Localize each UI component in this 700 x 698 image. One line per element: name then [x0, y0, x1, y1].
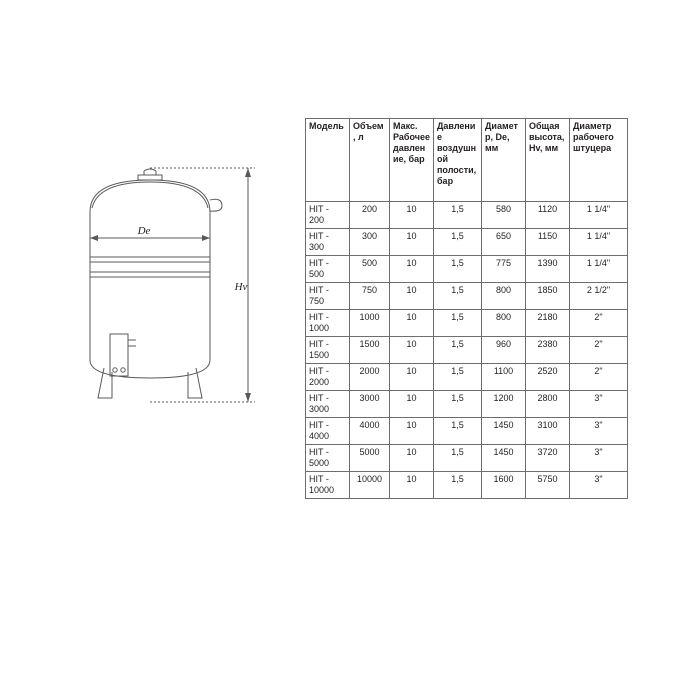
cell-air-pressure: 1,5 — [434, 445, 482, 472]
cell-volume: 300 — [350, 229, 390, 256]
cell-model: HIT - 1500 — [306, 337, 350, 364]
cell-model: HIT - 500 — [306, 256, 350, 283]
cell-max-pressure: 10 — [390, 202, 434, 229]
vessel-technical-drawing — [70, 150, 280, 440]
cell-air-pressure: 1,5 — [434, 364, 482, 391]
column-header-connection: Диаметр рабочего штуцера — [570, 119, 628, 202]
cell-max-pressure: 10 — [390, 418, 434, 445]
column-header-volume: Объем, л — [350, 119, 390, 202]
top-flange-icon — [138, 175, 162, 180]
cell-diameter: 800 — [482, 283, 526, 310]
vessel-bottom-dome — [90, 360, 210, 378]
table-row — [306, 310, 628, 337]
vessel-top-dome — [90, 180, 210, 212]
cell-model: HIT - 750 — [306, 283, 350, 310]
cell-diameter: 650 — [482, 229, 526, 256]
cell-height: 2180 — [526, 310, 570, 337]
cell-max-pressure: 10 — [390, 445, 434, 472]
cell-model: HIT - 200 — [306, 202, 350, 229]
cell-volume: 200 — [350, 202, 390, 229]
cell-max-pressure: 10 — [390, 472, 434, 499]
table-row — [306, 418, 628, 445]
table-row — [306, 229, 628, 256]
cell-model: HIT - 2000 — [306, 364, 350, 391]
table-header-row — [306, 119, 628, 202]
cell-height: 3720 — [526, 445, 570, 472]
cell-diameter: 775 — [482, 256, 526, 283]
cell-model: HIT - 10000 — [306, 472, 350, 499]
cell-volume: 5000 — [350, 445, 390, 472]
column-header-diameter: Диаметр, De, мм — [482, 119, 526, 202]
cell-height: 1390 — [526, 256, 570, 283]
vessel-drawing-svg — [70, 150, 280, 440]
cell-diameter: 1200 — [482, 391, 526, 418]
table-row — [306, 337, 628, 364]
cell-volume: 750 — [350, 283, 390, 310]
cell-air-pressure: 1,5 — [434, 256, 482, 283]
table-row — [306, 391, 628, 418]
cell-volume: 500 — [350, 256, 390, 283]
cell-diameter: 1100 — [482, 364, 526, 391]
cell-max-pressure: 10 — [390, 256, 434, 283]
table-row — [306, 472, 628, 499]
cell-diameter: 1450 — [482, 445, 526, 472]
cell-air-pressure: 1,5 — [434, 202, 482, 229]
cell-max-pressure: 10 — [390, 391, 434, 418]
cell-connection: 3" — [570, 472, 628, 499]
cell-connection: 3" — [570, 445, 628, 472]
cell-max-pressure: 10 — [390, 310, 434, 337]
vessel-leg-right — [188, 368, 202, 398]
cell-connection: 1 1/4" — [570, 256, 628, 283]
cell-diameter: 960 — [482, 337, 526, 364]
cell-diameter: 800 — [482, 310, 526, 337]
cell-connection: 1 1/4" — [570, 202, 628, 229]
lifting-lug-icon — [210, 199, 222, 211]
column-header-height: Общая высота, Hv, мм — [526, 119, 570, 202]
cell-height: 1150 — [526, 229, 570, 256]
cell-air-pressure: 1,5 — [434, 229, 482, 256]
cell-height: 5750 — [526, 472, 570, 499]
cell-max-pressure: 10 — [390, 364, 434, 391]
cell-connection: 3" — [570, 418, 628, 445]
cell-height: 3100 — [526, 418, 570, 445]
cell-connection: 2" — [570, 310, 628, 337]
cell-air-pressure: 1,5 — [434, 472, 482, 499]
cell-volume: 10000 — [350, 472, 390, 499]
column-header-max-pressure: Макс. Рабочее давление, бар — [390, 119, 434, 202]
cell-connection: 2 1/2" — [570, 283, 628, 310]
table-row — [306, 202, 628, 229]
cell-volume: 1500 — [350, 337, 390, 364]
cell-air-pressure: 1,5 — [434, 310, 482, 337]
cell-diameter: 580 — [482, 202, 526, 229]
cell-height: 2380 — [526, 337, 570, 364]
diameter-label: De — [137, 225, 151, 237]
table-row — [306, 364, 628, 391]
cell-max-pressure: 10 — [390, 337, 434, 364]
cell-connection: 1 1/4" — [570, 229, 628, 256]
cell-diameter: 1450 — [482, 418, 526, 445]
cell-diameter: 1600 — [482, 472, 526, 499]
cell-model: HIT - 1000 — [306, 310, 350, 337]
cell-height: 1850 — [526, 283, 570, 310]
cell-model: HIT - 300 — [306, 229, 350, 256]
cell-volume: 3000 — [350, 391, 390, 418]
cell-volume: 2000 — [350, 364, 390, 391]
table-body — [306, 202, 628, 499]
cell-connection: 3" — [570, 391, 628, 418]
cell-height: 2800 — [526, 391, 570, 418]
column-header-model: Модель — [306, 119, 350, 202]
cell-model: HIT - 5000 — [306, 445, 350, 472]
cell-connection: 2" — [570, 337, 628, 364]
cell-air-pressure: 1,5 — [434, 391, 482, 418]
specification-table-container — [305, 118, 627, 499]
specification-table — [305, 118, 628, 499]
column-header-air-pressure: Давление воздушной полости, бар — [434, 119, 482, 202]
cell-volume: 4000 — [350, 418, 390, 445]
cell-height: 2520 — [526, 364, 570, 391]
cell-air-pressure: 1,5 — [434, 337, 482, 364]
cell-volume: 1000 — [350, 310, 390, 337]
height-label: Hv — [234, 281, 248, 293]
cell-max-pressure: 10 — [390, 283, 434, 310]
cell-height: 1120 — [526, 202, 570, 229]
cell-connection: 2" — [570, 364, 628, 391]
cell-max-pressure: 10 — [390, 229, 434, 256]
table-row — [306, 283, 628, 310]
cell-model: HIT - 4000 — [306, 418, 350, 445]
table-row — [306, 256, 628, 283]
table-row — [306, 445, 628, 472]
cell-air-pressure: 1,5 — [434, 418, 482, 445]
cell-model: HIT - 3000 — [306, 391, 350, 418]
cell-air-pressure: 1,5 — [434, 283, 482, 310]
